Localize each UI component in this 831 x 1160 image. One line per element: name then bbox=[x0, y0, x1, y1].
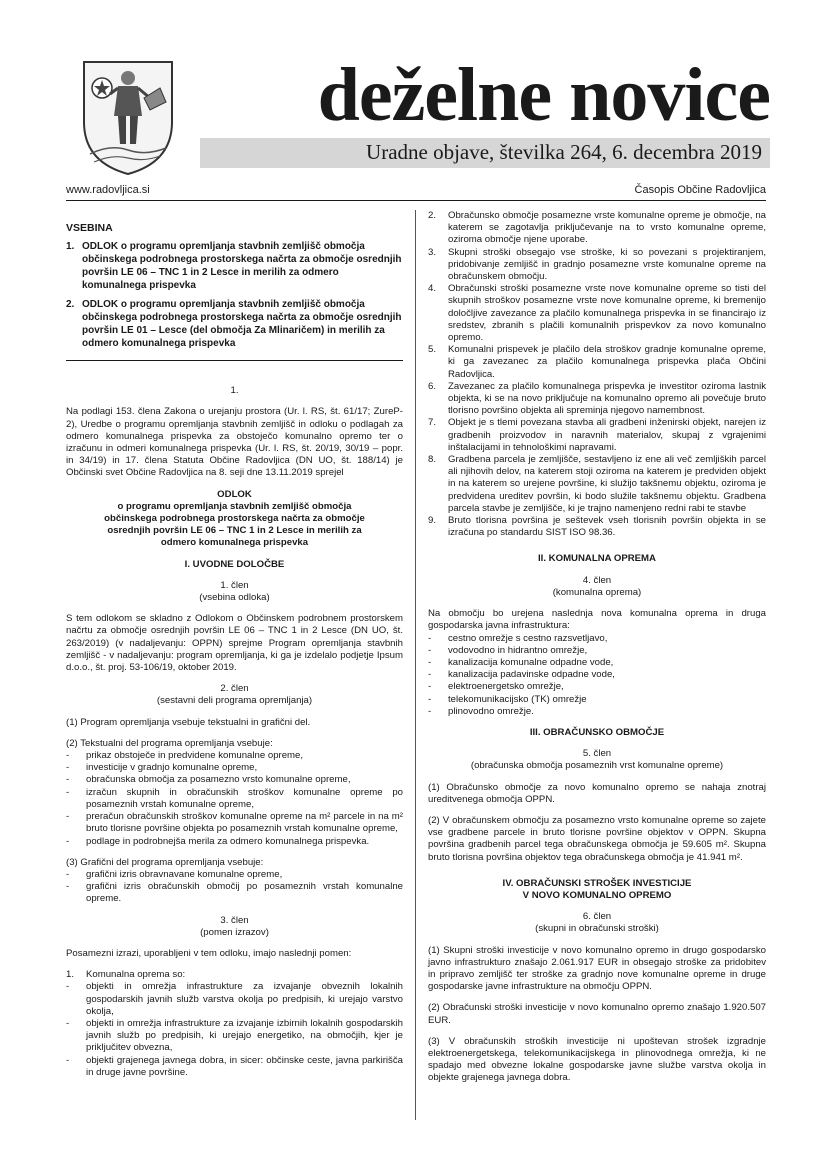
list-item: - telekomunikacijsko (TK) omrežje bbox=[428, 694, 766, 706]
numbered-item-text: Komunalna oprema so: bbox=[86, 969, 186, 981]
list-item-text: plinovodno omrežje. bbox=[448, 705, 534, 717]
numbered-item: 1. Komunalna oprema so: bbox=[66, 969, 186, 981]
list-item-text: izračun skupnih in obračunskih stroškov komunalne opreme po posameznih vrstah komunalne opreme, bbox=[86, 786, 403, 810]
column-divider bbox=[415, 210, 416, 1120]
item-text: Komunalni prispevek je plačilo dela stroškov gradnje komunalne opreme, ki ga zavezanec za plačilo komunalnega prispevka plača Občini Radovljica. bbox=[448, 344, 766, 380]
list-item: - grafični izris obravnavane komunalne opreme, bbox=[66, 869, 403, 881]
right-column bbox=[428, 210, 766, 1085]
article-subtitle: (vsebina odloka) bbox=[199, 592, 270, 604]
list-item-text: kanalizacija komunalne odpadne vode, bbox=[448, 656, 614, 668]
item-text: Gradbena parcela je zemljišče, sestavljeno iz ene ali več zemljiških parcel ali njihovih delov, na katerem stoji oziroma na katerem je predviden objekt in na katerem so urejene površine, ki služijo takšnemu objektu, oziroma je predvidena ureditev površin, ki bodo služile takšnemu objektu. Gradbena parcela stavbe je zemljišče, ki je trajno namenjeno redni rabi te stavbe bbox=[448, 454, 766, 514]
item-number: 2. bbox=[428, 210, 437, 221]
list-item-text: grafični izris obravnavane komunalne opreme, bbox=[86, 868, 283, 880]
list-item: - preračun obračunskih stroškov komunalne opreme na m² parcele in na m² bruto tlorisne površine objekta po posameznih vrstah komunalne opreme, bbox=[66, 811, 403, 835]
article-subtitle: (komunalna oprema) bbox=[552, 586, 642, 598]
toc-item-number: 1. bbox=[66, 241, 75, 253]
website-link[interactable]: www.radovljica.si bbox=[66, 184, 150, 196]
item-text: Zavezanec za plačilo komunalnega prispevka je investitor oziroma lastnik objekta, ki se na novo priključuje na komunalno opremo ali povečuje bruto tlorisno površino objekta ali spreminja njegovo namembnost. bbox=[448, 380, 766, 417]
toc-item-text: ODLOK o programu opremljanja stavbnih zemljišč območja občinskega podrobnega prostorskega načrta za območje osrednjih površin LE 01 – Lesce (del območja Za Mlinaričem) in merilih za odmero komunalnega prispevka bbox=[82, 299, 402, 350]
publisher-name: Časopis Občine Radovljica bbox=[634, 184, 766, 196]
article-subtitle: (obračunska območja posameznih vrst komunalne opreme) bbox=[470, 760, 724, 772]
list-item-text: objekti in omrežja infrastrukture za izvajanje obveznih lokalnih gospodarskih javnih služb varstva okolja po predpisih, ki urejajo varstvo okolja, bbox=[86, 981, 403, 1017]
list-item-text: investicije v gradnjo komunalne opreme, bbox=[86, 762, 258, 774]
list-item: - objekti in omrežja infrastrukture za izvajanje obveznih lokalnih gospodarskih javnih služb varstva okolja po predpisih, ki urejajo varstvo okolja, bbox=[66, 981, 403, 1017]
preamble: Na podlagi 153. člena Zakona o urejanju prostora (Ur. l. RS, št. 61/17; ZureP-2), Uredbe o programu opremljanja stavbnih zemljišč in odloku o podlagah za odmero komunalnega prispevka za obstoječo komunalno opremo ter o izračunu in odmeri komunalnega prispevka (Ur. l. RS, št. 20/19, 30/19 – popr. in 34/19) in 17. člena Statuta Občine Radovljica (DN UO, št. 188/14) je Občinski svet Občine Radovljica na 8. seji dne 13.11.2019 sprejel bbox=[66, 406, 403, 479]
item-text: Obračunsko območje posamezne vrste komunalne opreme je območje, na katerem se zagotavlja priključevanje na to vrsto komunalne opreme, oziroma območje njene uporabe. bbox=[448, 210, 766, 246]
paragraph: (3) V obračunskih stroških investicije ni upoštevan strošek izgradnje elektroenergetskega, telekomunikacijskega in plinovodnega omrežja, ki ne spadajo med obvezne lokalne gospodarske javne službe varstva okolja in objekte grajenega javnega dobra. bbox=[428, 1035, 766, 1084]
list-item: - grafični izris obračunskih območij po posameznih vrstah komunalne opreme. bbox=[66, 881, 403, 905]
odlok-title: ODLOK bbox=[217, 488, 252, 500]
item-number: 3. bbox=[428, 246, 437, 258]
issue-info: Uradne objave, številka 264, 6. decembra 2019 bbox=[366, 140, 762, 164]
item-number: 7. bbox=[428, 417, 437, 429]
definition-item bbox=[428, 515, 766, 539]
section-heading: II. KOMUNALNA OPREMA bbox=[538, 553, 656, 565]
item-text: Skupni stroški obsegajo vse stroške, ki so povezani s projektiranjem, pridobivanje zemljišč in gradnjo posamezne vrste komunalne opreme na obračunskem območju. bbox=[448, 246, 766, 283]
document-number: 1. bbox=[230, 385, 239, 397]
paragraph: (3) Grafični del programa opremljanja vsebuje: bbox=[66, 856, 264, 868]
list-item: - prikaz obstoječe in predvidene komunalne opreme, bbox=[66, 750, 403, 762]
list-item: - objekti in omrežja infrastrukture za izvajanje izbirnih lokalnih gospodarskih javnih služb po predpisih, ki urejajo energetiko, na območjih, kjer je priključitev obvezna, bbox=[66, 1017, 403, 1054]
section-heading: V NOVO KOMUNALNO OPREMO bbox=[522, 889, 672, 901]
item-number: 8. bbox=[428, 454, 437, 466]
paragraph: Na območju bo urejena naslednja nova komunalna oprema in druga gospodarska javna infrastruktura: bbox=[428, 608, 766, 632]
item-number: 9. bbox=[428, 515, 437, 527]
masthead bbox=[200, 52, 770, 138]
item-number: 5. bbox=[428, 344, 437, 356]
list-item: - objekti grajenega javnega dobra, in sicer: občinske ceste, javna parkirišča in druge javne površine. bbox=[66, 1054, 403, 1078]
list-item-text: telekomunikacijsko (TK) omrežje bbox=[448, 693, 587, 705]
list-item: - podlage in podrobnejša merila za odmero komunalnega prispevka. bbox=[66, 836, 403, 848]
item-number: 6. bbox=[428, 380, 437, 392]
list-item-text: podlage in podrobnejša merila za odmero komunalnega prispevka. bbox=[86, 835, 370, 847]
item-text: Bruto tlorisna površina je seštevek vseh tlorisnih površin objekta in se izračuna po standardu SIST ISO 98.36. bbox=[448, 515, 766, 539]
article-subtitle: (sestavni deli programa opremljanja) bbox=[156, 695, 313, 707]
list-item-text: cestno omrežje s cestno razsvetljavo, bbox=[448, 632, 608, 644]
paragraph: (2) V obračunskem območju za posamezno vrsto komunalne opreme so zajete vse gradbene parcele in bruto tlorisne površine objektov v OPPN. Skupna površina gradbenih parcel tega obračunskega območja je 59.605 m². Skupna bruto tlorisna površina objektov tega obračunskega območja je 41.941 m². bbox=[428, 814, 766, 863]
municipal-crest-logo bbox=[80, 58, 176, 178]
toc-item-text: ODLOK o programu opremljanja stavbnih zemljišč območja občinskega podrobnega prostorskega načrta za območje osrednjih površin LE 06 – TNC 1 in 2 Lesce in merilih za odmero komunalnega prispevka bbox=[82, 241, 402, 292]
article-number: 3. člen bbox=[220, 914, 249, 926]
definition-item bbox=[428, 454, 766, 515]
list-item-text: kanalizacija padavinske odpadne vode, bbox=[448, 669, 615, 681]
list-item-text: grafični izris obračunskih območij po posameznih vrstah komunalne opreme. bbox=[86, 881, 403, 905]
item-text: Obračunski stroški posamezne vrste nove komunalne opreme so tisti del skupnih stroškov posamezne vrste nove komunalne opreme, ki bremenijo določljive zavezance za plačilo komunalnega prispevka in se financirajo iz sredstev, zbranih s plačili komunalnih prispevkov za novo komunalno opremo. bbox=[448, 283, 766, 344]
article-number: 6. člen bbox=[582, 911, 612, 923]
list-item-text: objekti grajenega javnega dobra, in sicer: občinske ceste, javna parkirišča in druge javne površine. bbox=[86, 1054, 403, 1078]
toc-heading: VSEBINA bbox=[66, 222, 113, 234]
paragraph: (1) Skupni stroški investicije v novo komunalno opremo in drugo gospodarsko javno infrastrukturo znašajo 2.061.917 EUR in obsegajo stroške za pridobitev in pripravo zemljišč ter stroške za gradnjo nove komunalne opreme in druge gospodarske javne infrastrukture na območju OPPN. bbox=[428, 944, 766, 993]
article-number: 4. člen bbox=[582, 574, 612, 586]
definition-item bbox=[428, 417, 766, 454]
definition-item bbox=[428, 283, 766, 344]
odlok-subtitle: o programu opremljanja stavbnih zemljišč območja občinskega podrobnega prostorskega načrta za območje osrednjih površin LE 06 – TNC 1 in 2 Lesce in merilih za odmero komunalnega prispevka bbox=[104, 500, 365, 549]
list-item: - investicije v gradnjo komunalne opreme, bbox=[66, 762, 403, 774]
article-subtitle: (skupni in obračunski stroški) bbox=[535, 923, 659, 935]
list-item: - vodovodno in hidrantno omrežje, bbox=[428, 645, 766, 657]
list-item: - kanalizacija komunalne odpadne vode, bbox=[428, 657, 766, 669]
toc-item-number: 2. bbox=[66, 299, 75, 311]
left-column bbox=[66, 210, 403, 1079]
list-item-text: prikaz obstoječe in predvidene komunalne opreme, bbox=[86, 750, 304, 762]
section-heading: I. UVODNE DOLOČBE bbox=[184, 558, 285, 570]
list-item-text: obračunska območja za posamezno vrsto komunalne opreme, bbox=[86, 774, 351, 786]
list-item: - kanalizacija padavinske odpadne vode, bbox=[428, 669, 766, 681]
list-item: - izračun skupnih in obračunskih stroškov komunalne opreme po posameznih vrstah komunalne opreme, bbox=[66, 786, 403, 810]
article-number: 5. člen bbox=[582, 748, 612, 760]
paragraph: (2) Obračunski stroški investicije v novo komunalno opremo znašajo 1.920.507 EUR. bbox=[428, 1002, 766, 1026]
toc-item[interactable] bbox=[66, 240, 403, 292]
paragraph: (1) Obračunsko območje za novo komunalno opremo se nahaja znotraj ureditvenega območja OPPN. bbox=[428, 781, 766, 805]
article-text: S tem odlokom se skladno z Odlokom o Občinskem podrobnem prostorskem načrtu za območje osrednjih površin LE 06 – TNC 1 in 2 Lesce (DN UO, št. 263/2019) (v nadaljevanju: OPPN) sprejme Program opremljanja stavbnih zemljišč - v nadaljevanju: program opremljanja, ki ga je izdelalo podjetje Ipsum d.o.o., št. proj. 53-106/19, oktober 2019. bbox=[66, 613, 403, 674]
list-item: - plinovodno omrežje. bbox=[428, 706, 766, 718]
definition-item bbox=[428, 344, 766, 381]
definition-item bbox=[428, 381, 766, 418]
definition-item bbox=[428, 210, 766, 247]
section-heading: IV. OBRAČUNSKI STROŠEK INVESTICIJE bbox=[502, 877, 692, 889]
list-item: - cestno omrežje s cestno razsvetljavo, bbox=[428, 633, 766, 645]
item-text: Objekt je s tlemi povezana stavba ali gradbeni inženirski objekt, narejen iz gradbenih proizvodov in naravnih materialov, skupaj z vgrajenimi inštalacijami in tehnološkimi napravami. bbox=[448, 417, 766, 453]
paragraph: (1) Program opremljanja vsebuje tekstualni in grafični del. bbox=[66, 716, 311, 728]
paragraph: Posamezni izrazi, uporabljeni v tem odloku, imajo naslednji pomen: bbox=[66, 947, 352, 959]
toc-item[interactable] bbox=[66, 298, 403, 350]
list-item-text: vodovodno in hidrantno omrežje, bbox=[448, 644, 588, 656]
list-item: - obračunska območja za posamezno vrsto komunalne opreme, bbox=[66, 774, 403, 786]
section-heading: III. OBRAČUNSKO OBMOČJE bbox=[529, 726, 665, 738]
paragraph: (2) Tekstualni del programa opremljanja vsebuje: bbox=[66, 737, 273, 749]
header-rule bbox=[66, 200, 766, 201]
article-number: 1. člen bbox=[220, 579, 249, 591]
article-number: 2. člen bbox=[220, 683, 249, 695]
definition-item bbox=[428, 247, 766, 284]
list-item-text: objekti in omrežja infrastrukture za izvajanje izbirnih lokalnih gospodarskih javnih služb po predpisih, ki urejajo energetiko, na območjih, kjer je priključitev obvezna, bbox=[86, 1017, 403, 1054]
list-item-text: elektroenergetsko omrežje, bbox=[448, 681, 564, 693]
list-item-text: preračun obračunskih stroškov komunalne opreme na m² parcele in na m² bruto tlorisne površine objekta po posameznih vrstah komunalne opreme, bbox=[86, 811, 403, 835]
item-number: 4. bbox=[428, 283, 437, 295]
issue-bar bbox=[200, 138, 770, 168]
list-item: - elektroenergetsko omrežje, bbox=[428, 681, 766, 693]
article-subtitle: (pomen izrazov) bbox=[200, 926, 269, 938]
newspaper-title: deželne novice bbox=[317, 53, 770, 137]
